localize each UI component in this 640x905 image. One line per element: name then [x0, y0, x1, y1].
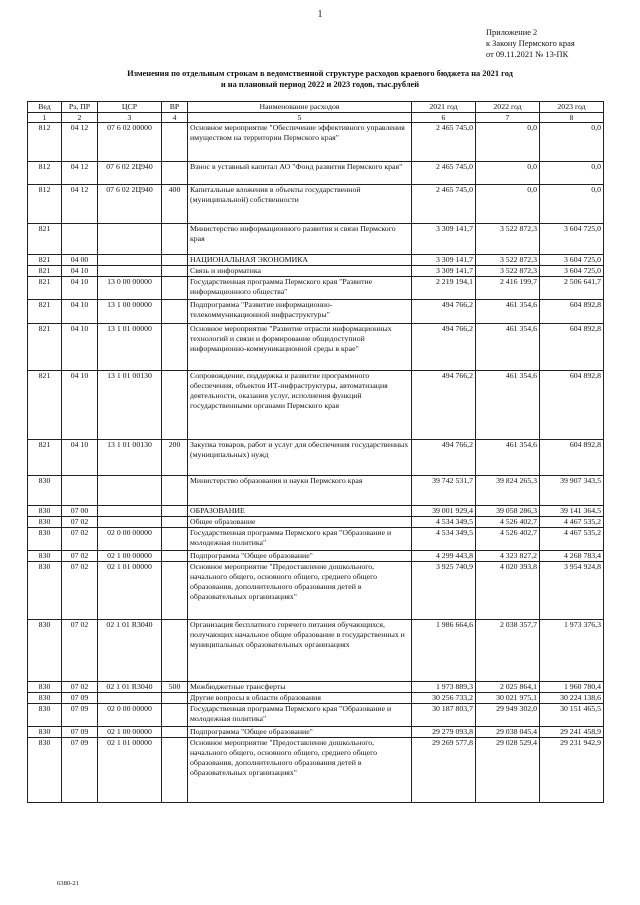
ved-cell: 830 — [28, 517, 62, 528]
table-row — [28, 185, 604, 224]
amount-2021-cell: 2 465 745,0 — [412, 123, 476, 162]
section-cell: 04 00 — [62, 255, 98, 266]
amount-2021-cell: 30 187 803,7 — [412, 704, 476, 727]
header-cell: 2021 год — [412, 102, 476, 113]
expense-name-cell: Связь и информатика — [188, 266, 412, 277]
table-row — [28, 371, 604, 440]
table-row — [28, 162, 604, 185]
ved-cell: 812 — [28, 185, 62, 224]
section-cell — [62, 476, 98, 506]
amount-2021-cell: 3 309 141,7 — [412, 266, 476, 277]
amount-2023-cell: 604 892,8 — [540, 300, 604, 324]
expense-type-cell — [162, 162, 188, 185]
expense-name-cell: Основное мероприятие "Развитие отрасли информационных технологий и связи и формирование общедоступной информационно-коммуникационной среды в крае" — [188, 324, 412, 371]
column-number: 4 — [162, 113, 188, 123]
amount-2022-cell: 29 028 529,4 — [476, 738, 540, 803]
amount-2022-cell: 2 025 864,1 — [476, 682, 540, 693]
amount-2021-cell: 3 309 141,7 — [412, 224, 476, 255]
amount-2022-cell: 2 038 357,7 — [476, 620, 540, 682]
amount-2022-cell: 0,0 — [476, 162, 540, 185]
expense-type-cell — [162, 224, 188, 255]
ved-cell: 830 — [28, 551, 62, 562]
expense-name-cell: Основное мероприятие "Обеспечение эффективного управления имуществом на территории Пермского края" — [188, 123, 412, 162]
expense-type-cell — [162, 704, 188, 727]
section-cell: 07 02 — [62, 620, 98, 682]
amount-2023-cell: 30 151 465,5 — [540, 704, 604, 727]
amount-2022-cell: 29 949 302,0 — [476, 704, 540, 727]
amount-2023-cell: 604 892,8 — [540, 440, 604, 476]
column-number: 6 — [412, 113, 476, 123]
ved-cell: 830 — [28, 704, 62, 727]
table-row — [28, 517, 604, 528]
table-row — [28, 123, 604, 162]
amount-2023-cell: 0,0 — [540, 162, 604, 185]
section-cell: 07 00 — [62, 506, 98, 517]
expense-name-cell: Закупка товаров, работ и услуг для обеспечения государственных (муниципальных) нужд — [188, 440, 412, 476]
target-article-cell — [98, 224, 162, 255]
amount-2023-cell: 1 960 780,4 — [540, 682, 604, 693]
expense-name-cell: Капитальные вложения в объекты государственной (муниципальной) собственности — [188, 185, 412, 224]
ved-cell: 821 — [28, 224, 62, 255]
amount-2022-cell: 4 020 393,8 — [476, 562, 540, 620]
header-cell: Наименование расходов — [188, 102, 412, 113]
ved-cell: 821 — [28, 324, 62, 371]
ved-cell: 821 — [28, 440, 62, 476]
table-row — [28, 704, 604, 727]
ved-cell: 821 — [28, 255, 62, 266]
amount-2022-cell: 39 824 265,3 — [476, 476, 540, 506]
section-cell: 07 02 — [62, 562, 98, 620]
amount-2022-cell: 0,0 — [476, 185, 540, 224]
header-cell: ЦСР — [98, 102, 162, 113]
amount-2021-cell: 494 766,2 — [412, 300, 476, 324]
section-cell: 07 02 — [62, 528, 98, 551]
expense-type-cell — [162, 551, 188, 562]
ved-cell: 830 — [28, 620, 62, 682]
amount-2023-cell: 2 506 641,7 — [540, 277, 604, 300]
expense-name-cell: Государственная программа Пермского края "Образование и молодежная политика" — [188, 528, 412, 551]
section-cell: 04 12 — [62, 162, 98, 185]
amount-2021-cell: 494 766,2 — [412, 324, 476, 371]
amount-2021-cell: 3 309 141,7 — [412, 255, 476, 266]
target-article-cell: 02 1 00 00000 — [98, 727, 162, 738]
target-article-cell: 02 1 01 R3040 — [98, 620, 162, 682]
amount-2021-cell: 2 465 745,0 — [412, 185, 476, 224]
amount-2022-cell: 3 522 872,3 — [476, 255, 540, 266]
target-article-cell: 02 1 01 00000 — [98, 562, 162, 620]
amount-2021-cell: 2 465 745,0 — [412, 162, 476, 185]
ved-cell: 830 — [28, 693, 62, 704]
target-article-cell — [98, 476, 162, 506]
page-number: 1 — [317, 9, 323, 20]
amount-2022-cell: 3 522 872,3 — [476, 224, 540, 255]
amount-2023-cell: 604 892,8 — [540, 324, 604, 371]
amount-2021-cell: 4 534 349,5 — [412, 528, 476, 551]
table-row — [28, 738, 604, 803]
expense-name-cell: Министерство информационного развития и связи Пермского края — [188, 224, 412, 255]
amount-2023-cell: 39 141 364,5 — [540, 506, 604, 517]
target-article-cell: 13 0 00 00000 — [98, 277, 162, 300]
target-article-cell — [98, 693, 162, 704]
column-number-row — [28, 113, 604, 123]
expense-name-cell: Межбюджетные трансферты — [188, 682, 412, 693]
expense-type-cell — [162, 562, 188, 620]
ved-cell: 821 — [28, 266, 62, 277]
section-cell: 07 09 — [62, 704, 98, 727]
amount-2021-cell: 29 279 093,8 — [412, 727, 476, 738]
amount-2022-cell: 4 323 827,2 — [476, 551, 540, 562]
amount-2022-cell: 461 354,6 — [476, 440, 540, 476]
appendix-line: к Закону Пермского края — [486, 39, 575, 48]
column-number: 2 — [62, 113, 98, 123]
amount-2022-cell: 29 038 045,4 — [476, 727, 540, 738]
target-article-cell: 13 1 00 00000 — [98, 300, 162, 324]
target-article-cell: 13 1 01 00000 — [98, 324, 162, 371]
amount-2022-cell: 39 058 286,3 — [476, 506, 540, 517]
expense-type-cell — [162, 266, 188, 277]
expense-type-cell — [162, 620, 188, 682]
header-cell: Рз, ПР — [62, 102, 98, 113]
section-cell: 07 09 — [62, 693, 98, 704]
table-row — [28, 506, 604, 517]
target-article-cell: 13 1 01 00130 — [98, 440, 162, 476]
expense-type-cell: 200 — [162, 440, 188, 476]
amount-2021-cell: 494 766,2 — [412, 371, 476, 440]
ved-cell: 821 — [28, 300, 62, 324]
column-number: 7 — [476, 113, 540, 123]
expense-type-cell: 400 — [162, 185, 188, 224]
table-row — [28, 255, 604, 266]
section-cell: 04 12 — [62, 185, 98, 224]
expense-type-cell — [162, 517, 188, 528]
title-line: и на плановый период 2022 и 2023 годов, тыс.рублей — [220, 80, 420, 89]
table-row — [28, 620, 604, 682]
header-cell: Вед — [28, 102, 62, 113]
table-body — [28, 123, 604, 803]
amount-2022-cell: 3 522 872,3 — [476, 266, 540, 277]
amount-2022-cell: 2 416 199,7 — [476, 277, 540, 300]
amount-2021-cell: 39 742 531,7 — [412, 476, 476, 506]
column-number: 1 — [28, 113, 62, 123]
target-article-cell: 07 6 02 00000 — [98, 123, 162, 162]
amount-2023-cell: 0,0 — [540, 123, 604, 162]
expense-name-cell: Основное мероприятие "Предоставление дошкольного, начального общего, основного общего, среднего общего образования, дополнительного образования детей в образовательных организациях" — [188, 738, 412, 803]
ved-cell: 830 — [28, 562, 62, 620]
amount-2023-cell: 1 973 376,3 — [540, 620, 604, 682]
ved-cell: 830 — [28, 528, 62, 551]
expense-name-cell: Государственная программа Пермского края "Образование и молодежная политика" — [188, 704, 412, 727]
ved-cell: 830 — [28, 727, 62, 738]
appendix-line: Приложение 2 — [486, 28, 538, 37]
target-article-cell: 02 1 00 00000 — [98, 551, 162, 562]
section-cell: 07 02 — [62, 682, 98, 693]
amount-2023-cell: 39 907 343,5 — [540, 476, 604, 506]
amount-2021-cell: 4 534 349,5 — [412, 517, 476, 528]
section-cell: 07 02 — [62, 517, 98, 528]
amount-2022-cell: 4 526 402,7 — [476, 528, 540, 551]
target-article-cell: 07 6 02 2Ц940 — [98, 185, 162, 224]
expense-name-cell: Организация бесплатного горячего питания обучающихся, получающих начальное общее образование в государственных и муниципальных образовательных организациях — [188, 620, 412, 682]
section-cell: 04 10 — [62, 324, 98, 371]
section-cell: 04 12 — [62, 123, 98, 162]
target-article-cell — [98, 255, 162, 266]
table-row — [28, 266, 604, 277]
expense-name-cell: Государственная программа Пермского края "Развитие информационного общества" — [188, 277, 412, 300]
header-cell: 2023 год — [540, 102, 604, 113]
table-row — [28, 300, 604, 324]
expense-type-cell — [162, 506, 188, 517]
expense-type-cell — [162, 727, 188, 738]
appendix-line: от 09.11.2021 № 13-ПК — [486, 50, 569, 59]
amount-2023-cell: 3 604 725,0 — [540, 266, 604, 277]
section-cell: 07 09 — [62, 738, 98, 803]
expense-name-cell: Подпрограмма "Развитие информационно-телекоммуникационной инфраструктуры" — [188, 300, 412, 324]
table-row — [28, 476, 604, 506]
column-number: 3 — [98, 113, 162, 123]
appendix-block — [486, 27, 575, 60]
amount-2021-cell: 29 269 577,8 — [412, 738, 476, 803]
ved-cell: 821 — [28, 371, 62, 440]
section-cell — [62, 224, 98, 255]
amount-2021-cell: 4 299 443,8 — [412, 551, 476, 562]
expense-type-cell — [162, 738, 188, 803]
budget-table — [27, 101, 604, 803]
amount-2023-cell: 4 268 783,4 — [540, 551, 604, 562]
expense-type-cell — [162, 371, 188, 440]
table-row — [28, 324, 604, 371]
table-row — [28, 727, 604, 738]
expense-name-cell: Подпрограмма "Общее образование" — [188, 727, 412, 738]
amount-2023-cell: 3 954 924,8 — [540, 562, 604, 620]
section-cell: 04 10 — [62, 266, 98, 277]
expense-name-cell: Другие вопросы в области образования — [188, 693, 412, 704]
column-number: 8 — [540, 113, 604, 123]
target-article-cell — [98, 517, 162, 528]
target-article-cell: 07 6 02 2Ц940 — [98, 162, 162, 185]
expense-name-cell: Подпрограмма "Общее образование" — [188, 551, 412, 562]
expense-name-cell: Общее образование — [188, 517, 412, 528]
expense-name-cell: Сопровождение, поддержка и развитие программного обеспечения, объектов ИТ-инфраструктуры, автоматизация деятельности, оказания услуг, исполнения функций государственными органами Пермского края — [188, 371, 412, 440]
table-row — [28, 693, 604, 704]
amount-2023-cell: 3 604 725,0 — [540, 224, 604, 255]
expense-type-cell — [162, 476, 188, 506]
expense-type-cell: 500 — [162, 682, 188, 693]
title-line: Изменения по отдельным строкам в ведомственной структуре расходов краевого бюджета на 2021 год — [127, 69, 513, 78]
expense-type-cell — [162, 277, 188, 300]
table-row — [28, 551, 604, 562]
section-cell: 07 02 — [62, 551, 98, 562]
amount-2021-cell: 494 766,2 — [412, 440, 476, 476]
amount-2021-cell: 1 986 664,6 — [412, 620, 476, 682]
amount-2023-cell: 29 241 458,9 — [540, 727, 604, 738]
header-cell: ВР — [162, 102, 188, 113]
ved-cell: 830 — [28, 476, 62, 506]
expense-name-cell: Взнос в уставный капитал АО "Фонд развития Пермского края" — [188, 162, 412, 185]
amount-2021-cell: 2 219 194,1 — [412, 277, 476, 300]
amount-2022-cell: 0,0 — [476, 123, 540, 162]
document-code: 6380-21 — [57, 880, 79, 887]
expense-type-cell — [162, 123, 188, 162]
column-number: 5 — [188, 113, 412, 123]
expense-type-cell — [162, 324, 188, 371]
amount-2021-cell: 30 256 733,2 — [412, 693, 476, 704]
expense-type-cell — [162, 528, 188, 551]
ved-cell: 830 — [28, 506, 62, 517]
expense-type-cell — [162, 255, 188, 266]
section-cell: 07 09 — [62, 727, 98, 738]
ved-cell: 812 — [28, 123, 62, 162]
target-article-cell: 13 1 01 00130 — [98, 371, 162, 440]
amount-2021-cell: 1 973 889,3 — [412, 682, 476, 693]
table-row — [28, 528, 604, 551]
amount-2022-cell: 461 354,6 — [476, 371, 540, 440]
amount-2021-cell: 3 925 740,9 — [412, 562, 476, 620]
target-article-cell: 02 1 01 R3040 — [98, 682, 162, 693]
ved-cell: 830 — [28, 738, 62, 803]
expense-type-cell — [162, 693, 188, 704]
target-article-cell: 02 0 00 00000 — [98, 704, 162, 727]
target-article-cell: 02 1 01 00000 — [98, 738, 162, 803]
amount-2023-cell: 0,0 — [540, 185, 604, 224]
section-cell: 04 10 — [62, 277, 98, 300]
amount-2023-cell: 4 467 535,2 — [540, 517, 604, 528]
ved-cell: 830 — [28, 682, 62, 693]
amount-2022-cell: 30 021 975,1 — [476, 693, 540, 704]
amount-2023-cell: 29 231 942,9 — [540, 738, 604, 803]
amount-2023-cell: 604 892,8 — [540, 371, 604, 440]
amount-2022-cell: 461 354,6 — [476, 324, 540, 371]
section-cell: 04 10 — [62, 300, 98, 324]
amount-2023-cell: 4 467 535,2 — [540, 528, 604, 551]
header-row — [28, 102, 604, 113]
document-title — [30, 68, 610, 90]
ved-cell: 821 — [28, 277, 62, 300]
expense-type-cell — [162, 300, 188, 324]
amount-2021-cell: 39 001 929,4 — [412, 506, 476, 517]
expense-name-cell: ОБРАЗОВАНИЕ — [188, 506, 412, 517]
amount-2022-cell: 461 354,6 — [476, 300, 540, 324]
table-row — [28, 224, 604, 255]
amount-2023-cell: 3 604 725,0 — [540, 255, 604, 266]
section-cell: 04 10 — [62, 371, 98, 440]
table-row — [28, 682, 604, 693]
table-row — [28, 562, 604, 620]
ved-cell: 812 — [28, 162, 62, 185]
target-article-cell: 02 0 00 00000 — [98, 528, 162, 551]
target-article-cell — [98, 266, 162, 277]
section-cell: 04 10 — [62, 440, 98, 476]
amount-2022-cell: 4 526 402,7 — [476, 517, 540, 528]
expense-name-cell: Министерство образования и науки Пермского края — [188, 476, 412, 506]
amount-2023-cell: 30 224 138,6 — [540, 693, 604, 704]
table-row — [28, 277, 604, 300]
table-row — [28, 440, 604, 476]
expense-name-cell: Основное мероприятие "Предоставление дошкольного, начального общего, основного общего, среднего общего образования, дополнительного образования детей в образовательных организациях" — [188, 562, 412, 620]
header-cell: 2022 год — [476, 102, 540, 113]
expense-name-cell: НАЦИОНАЛЬНАЯ ЭКОНОМИКА — [188, 255, 412, 266]
target-article-cell — [98, 506, 162, 517]
